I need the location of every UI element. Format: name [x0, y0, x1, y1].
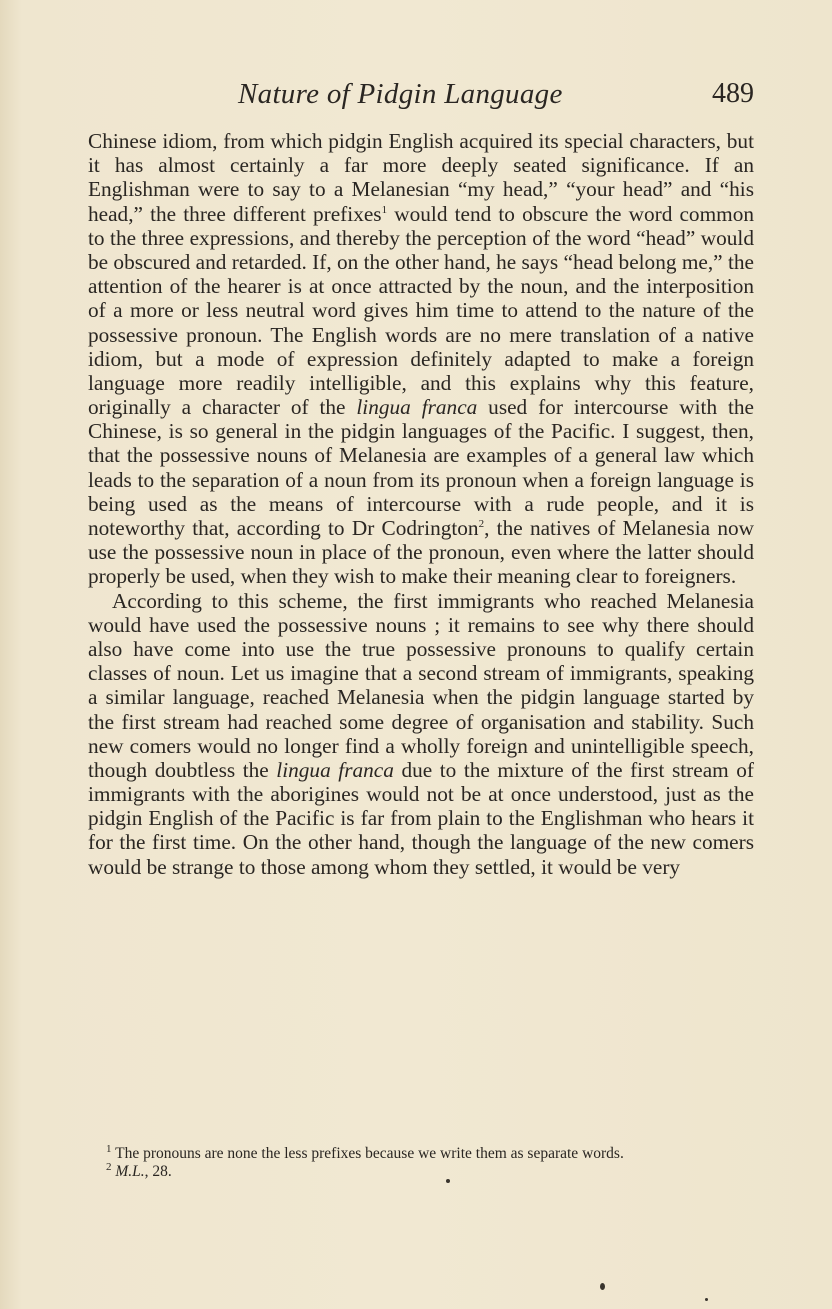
- italic-term: lingua franca: [276, 757, 394, 782]
- footnote-2: [88, 1160, 754, 1181]
- footnotes: [88, 1142, 754, 1181]
- footnote-marker: 2: [106, 1160, 112, 1173]
- italic-term: lingua franca: [356, 395, 478, 420]
- footnote-text: , 28.: [144, 1163, 172, 1180]
- running-head: [88, 78, 754, 118]
- text-run: due to the mixture of the first stream of immigrants with the aborigines would not be at once understood, just as the pidgin English of the Pacific is far from plain to the Englishman who hears it for the first time. On the other hand, though the language of the new comers would be strange to those among whom they settled, it would be very: [88, 757, 754, 879]
- footnote-citation: M.L.: [115, 1163, 145, 1180]
- body-text: [88, 129, 754, 879]
- ink-speck: [705, 1298, 708, 1301]
- text-run: , the natives of Melanesia now use the possessive noun in place of the pronoun, even where the latter should properly be used, when they wish to make their meaning clear to foreigners.: [88, 516, 754, 589]
- paragraph: [88, 589, 754, 879]
- footnote-marker: 1: [106, 1142, 112, 1155]
- paragraph: [88, 129, 754, 589]
- footnote-ref-2: 2: [478, 517, 485, 530]
- text-run: Chinese idiom, from which pidgin English acquired its special characters, but it has almost certainly a far more deeply seated significance. If an Englishman were to say to a Melanesian “my head,” “your head” and “his head,” the three different prefixes: [88, 129, 754, 226]
- text-run: would tend to obscure the word common to the three expressions, and thereby the perception of the word “head” would be obscured and retarded. If, on the other hand, he says “head belong me,” the attention of the hearer is at once attracted by the noun, and the interposition of a more or less neutral word gives him time to attend to the nature of the possessive pronoun. The English words are no mere translation of a native idiom, but a mode of expression definitely adapted to make a foreign language more readily intelligible, and this explains why this feature, originally a character of the: [88, 201, 755, 420]
- running-title: Nature of Pidgin Language: [238, 78, 563, 110]
- footnote-ref-1: 1: [381, 203, 388, 216]
- footnote-text: The pronouns are none the less prefixes because we write them as separate words.: [111, 1145, 624, 1162]
- text-run: According to this scheme, the first immigrants who reached Melanesia would have used the possessive nouns ; it remains to see why there should also have come into use the true possessive pronouns to qualify certain classes of noun. Let us imagine that a second stream of immigrants, speaking a similar language, reached Melanesia when the pidgin language started by the first stream had reached some degree of organisation and stability. Such new comers would no longer find a wholly foreign and unintelligible speech, though doubtless the: [88, 588, 754, 782]
- footnote-1: [88, 1142, 754, 1163]
- page-number: 489: [712, 78, 754, 109]
- ink-speck: [446, 1179, 450, 1183]
- ink-speck: [600, 1283, 605, 1290]
- text-run: used for intercourse with the Chinese, is so general in the pidgin languages of the Pacific. I suggest, then, that the possessive nouns of Melanesia are examples of a general law which leads to the separation of a noun from its pronoun when a foreign language is being used as the means of intercourse with a rude people, and it is noteworthy that, according to Dr Codrington: [88, 395, 755, 540]
